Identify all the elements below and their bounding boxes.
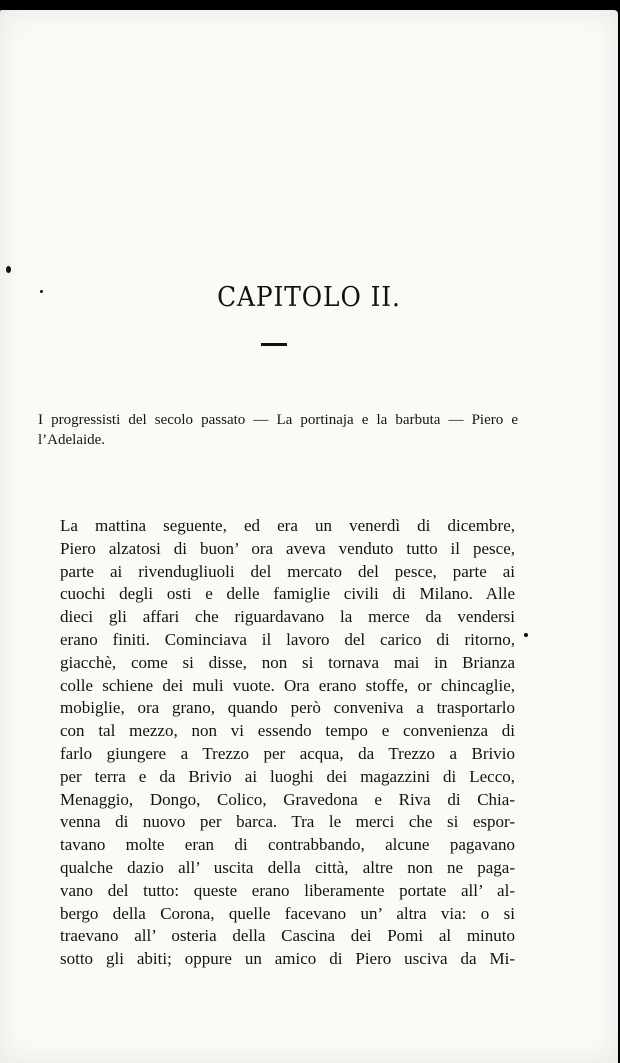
summary-line: l’Adelaide. [38, 432, 106, 448]
text-line: erano finiti. Cominciava il lavoro del carico di ritorno, [60, 629, 515, 649]
text-line: dieci gli affari che riguardavano la merce da vendersi [60, 607, 515, 627]
summary-line: I progressisti del secolo passato — La portinaja e la barbuta — Piero e [38, 412, 518, 428]
chapter-summary [38, 410, 518, 450]
text-line: vano del tutto: queste erano liberamente portate all’ al- [60, 880, 515, 900]
body-text [60, 515, 515, 971]
text-line: Menaggio, Dongo, Colico, Gravedona e Riva di Chia- [60, 789, 515, 809]
text-line: farlo giungere a Trezzo per acqua, da Trezzo a Brivio [60, 743, 515, 763]
text-line: venna di nuovo per barca. Tra le merci che si espor- [60, 812, 515, 832]
text-line: La mattina seguente, ed era un venerdì di dicembre, [60, 516, 515, 535]
text-line: Piero alzatosi di buon’ ora aveva venduto tutto il pesce, [60, 538, 515, 558]
text-line: qualche dazio all’ uscita della città, altre non ne paga- [60, 857, 515, 877]
text-line: mobiglie, ora grano, quando però conveniva a trasportarlo [60, 698, 515, 718]
title-rule [261, 343, 287, 346]
book-page [0, 10, 618, 1063]
text-line: con tal mezzo, non vi essendo tempo e convenienza di [60, 721, 515, 741]
text-line: tavano molte eran di contrabbando, alcune pagavano [60, 835, 515, 855]
text-line: colle schiene dei muli vuote. Ora erano stoffe, or chincaglie, [60, 675, 515, 695]
text-line: cuochi degli osti e delle famiglie civili di Milano. Alle [60, 584, 515, 604]
text-line: bergo della Corona, quelle facevano un’ altra via: o si [60, 903, 515, 923]
text-line: traevano all’ osteria della Cascina dei Pomi al minuto [60, 926, 515, 946]
text-line: giacchè, come si disse, non si tornava mai in Brianza [60, 652, 515, 672]
text-line: parte ai rivendugliuoli del mercato del pesce, parte ai [60, 561, 515, 581]
chapter-title: CAPITOLO II. [217, 282, 401, 313]
text-line: per terra e da Brivio ai luoghi dei magazzini di Lecco, [60, 766, 515, 786]
ink-speck [524, 633, 528, 637]
text-line: sotto gli abiti; oppure un amico di Piero usciva da Mi- [60, 949, 515, 969]
ink-speck [6, 266, 11, 273]
